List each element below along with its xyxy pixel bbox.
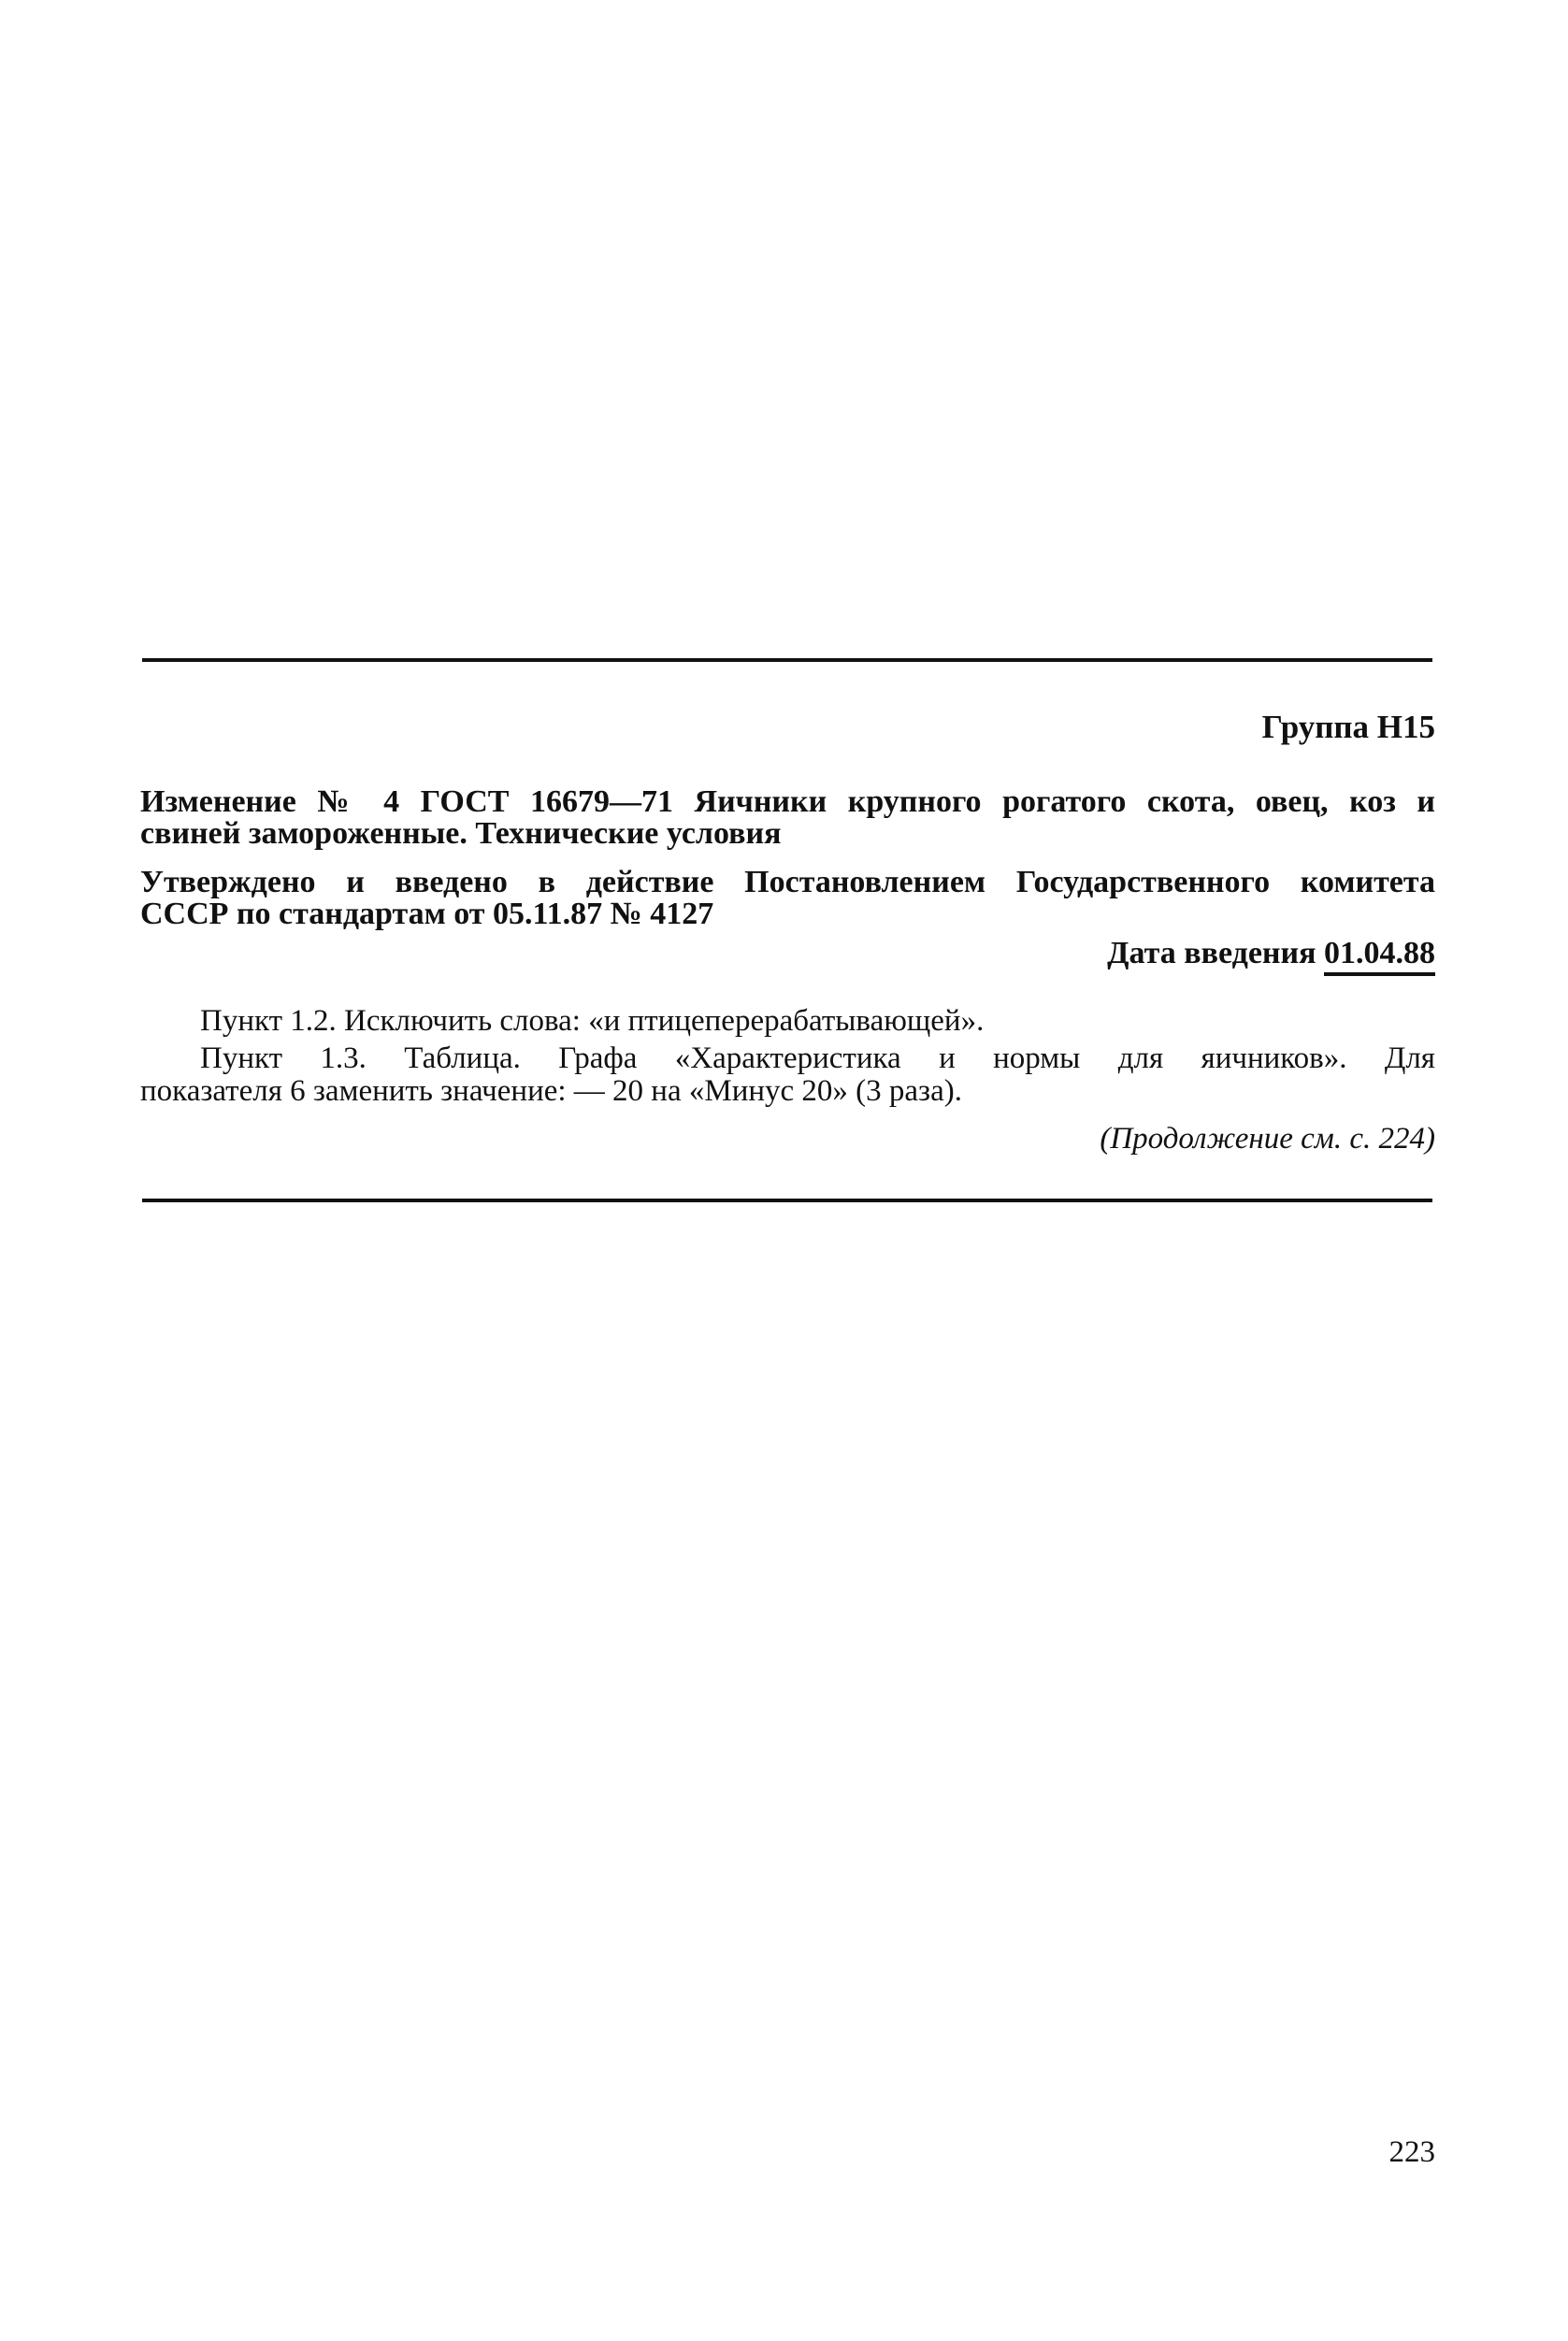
page-number: 223 bbox=[1388, 2135, 1435, 2169]
amendment-title-line-1: Изменение № 4 ГОСТ 16679—71 Яичники крупного рогатого скота, овец, коз и bbox=[140, 784, 1435, 819]
bottom-divider bbox=[142, 1199, 1432, 1202]
approval-line-2: СССР по стандартам от 05.11.87 № 4127 bbox=[140, 897, 714, 931]
effective-date bbox=[140, 935, 1435, 976]
continuation-note: (Продолжение см. с. 224) bbox=[1100, 1122, 1435, 1156]
group-label: Группа H15 bbox=[1261, 709, 1435, 745]
top-divider bbox=[142, 658, 1432, 662]
effective-date-value: 01.04.88 bbox=[1324, 936, 1435, 976]
paragraph-item-1-2: Пункт 1.2. Исключить слова: «и птицеперерабатывающей». bbox=[200, 1004, 985, 1038]
paragraph-item-1-3-line-1: Пункт 1.3. Таблица. Графа «Характеристика и нормы для яичников». Для bbox=[200, 1041, 1435, 1075]
effective-date-label: Дата введения bbox=[1107, 936, 1324, 970]
amendment-title-line-2: свиней замороженные. Технические условия bbox=[140, 816, 782, 851]
approval-line-1: Утверждено и введено в действие Постановлением Государственного комитета bbox=[140, 865, 1435, 899]
paragraph-item-1-3-line-2: показателя 6 заменить значение: — 20 на «Минус 20» (3 раза). bbox=[140, 1074, 962, 1108]
